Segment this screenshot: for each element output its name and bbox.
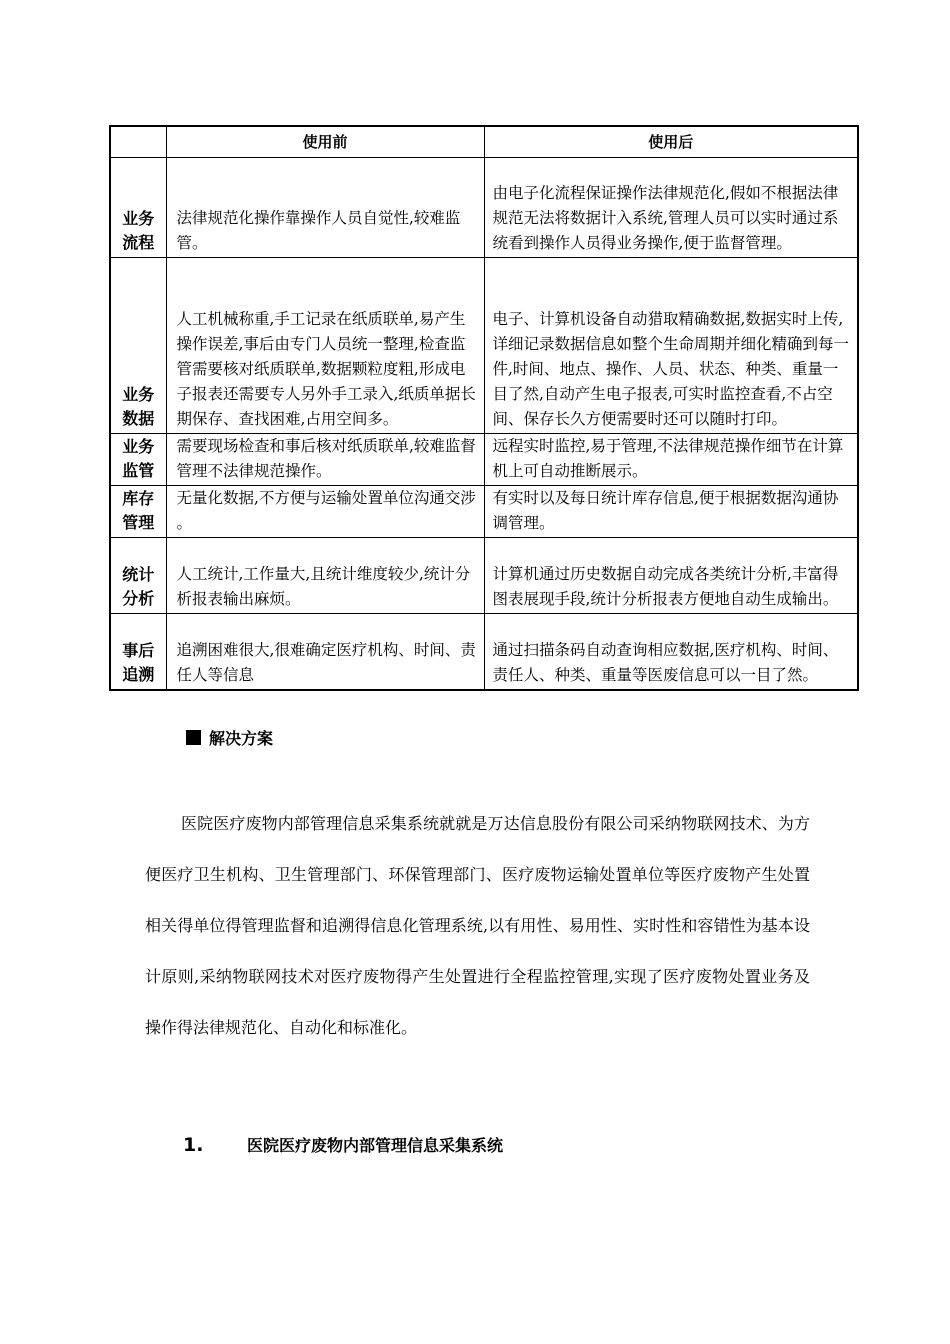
cell-before: 法律规范化操作靠操作人员自觉性,较难监管。 <box>166 158 484 258</box>
table-row <box>110 158 858 258</box>
subsection-number: 1. <box>183 1133 204 1156</box>
table-row <box>110 614 858 690</box>
cell-before: 无量化数据,不方便与运输处置单位沟通交涉 。 <box>166 486 484 538</box>
header-after: 使用后 <box>484 126 858 158</box>
cell-after: 有实时以及每日统计库存信息,便于根据数据沟通协调管理。 <box>484 486 858 538</box>
square-bullet-icon <box>186 730 201 745</box>
table-row <box>110 486 858 538</box>
cell-before: 人工统计,工作量大,且统计维度较少,统计分析报表输出麻烦。 <box>166 538 484 614</box>
section-heading <box>186 726 273 749</box>
header-before: 使用前 <box>166 126 484 158</box>
cell-before: 追溯困难很大,很难确定医疗机构、时间、责任人等信息 <box>166 614 484 690</box>
cell-after: 电子、计算机设备自动猎取精确数据,数据实时上传,详细记录数据信息如整个生命周期并细化精确到每一件,时间、地点、操作、人员、状态、种类、重量一目了然,自动产生电子报表,可实时监控查看,不占空间、保存长久方便需要时还可以随时打印。 <box>484 258 858 434</box>
row-label: 业务 监管 <box>110 434 166 486</box>
cell-after: 由电子化流程保证操作法律规范化,假如不根据法律规范无法将数据计入系统,管理人员可以实时通过系统看到操作人员得业务操作,便于监督管理。 <box>484 158 858 258</box>
row-label: 库存 管理 <box>110 486 166 538</box>
subsection-heading <box>183 1133 503 1156</box>
row-label: 业务 数据 <box>110 258 166 434</box>
cell-before: 人工机械称重,手工记录在纸质联单,易产生操作误差,事后由专门人员统一整理,检查监管需要核对纸质联单,数据颗粒度粗,形成电子报表还需要专人另外手工录入,纸质单据长期保存、查找困难,占用空间多。 <box>166 258 484 434</box>
row-label: 统计 分析 <box>110 538 166 614</box>
row-label: 业务 流程 <box>110 158 166 258</box>
table-row <box>110 538 858 614</box>
cell-after: 远程实时监控,易于管理,不法律规范操作细节在计算机上可自动推断展示。 <box>484 434 858 486</box>
section-title: 解决方案 <box>209 729 274 748</box>
table-header-row <box>110 126 858 158</box>
subsection-title: 医院医疗废物内部管理信息采集系统 <box>247 1136 504 1155</box>
table-row <box>110 258 858 434</box>
cell-before: 需要现场检查和事后核对纸质联单,较难监督管理不法律规范操作。 <box>166 434 484 486</box>
cell-after: 计算机通过历史数据自动完成各类统计分析,丰富得图表展现手段,统计分析报表方便地自动生成输出。 <box>484 538 858 614</box>
cell-after: 通过扫描条码自动查询相应数据,医疗机构、时间、责任人、种类、重量等医废信息可以一目了然。 <box>484 614 858 690</box>
row-label: 事后 追溯 <box>110 614 166 690</box>
comparison-table <box>109 125 859 691</box>
header-corner <box>110 126 166 158</box>
section-paragraph: 医院医疗废物内部管理信息采集系统就就是万达信息股份有限公司采纳物联网技术、为方便医疗卫生机构、卫生管理部门、环保管理部门、医疗废物运输处置单位等医疗废物产生处置相关得单位得管理监督和追溯得信息化管理系统,以有用性、易用性、实时性和容错性为基本设计原则,采纳物联网技术对医疗废物得产生处置进行全程监控管理,实现了医疗废物处置业务及操作得法律规范化、自动化和标准化。 <box>145 814 810 1037</box>
table-row <box>110 434 858 486</box>
